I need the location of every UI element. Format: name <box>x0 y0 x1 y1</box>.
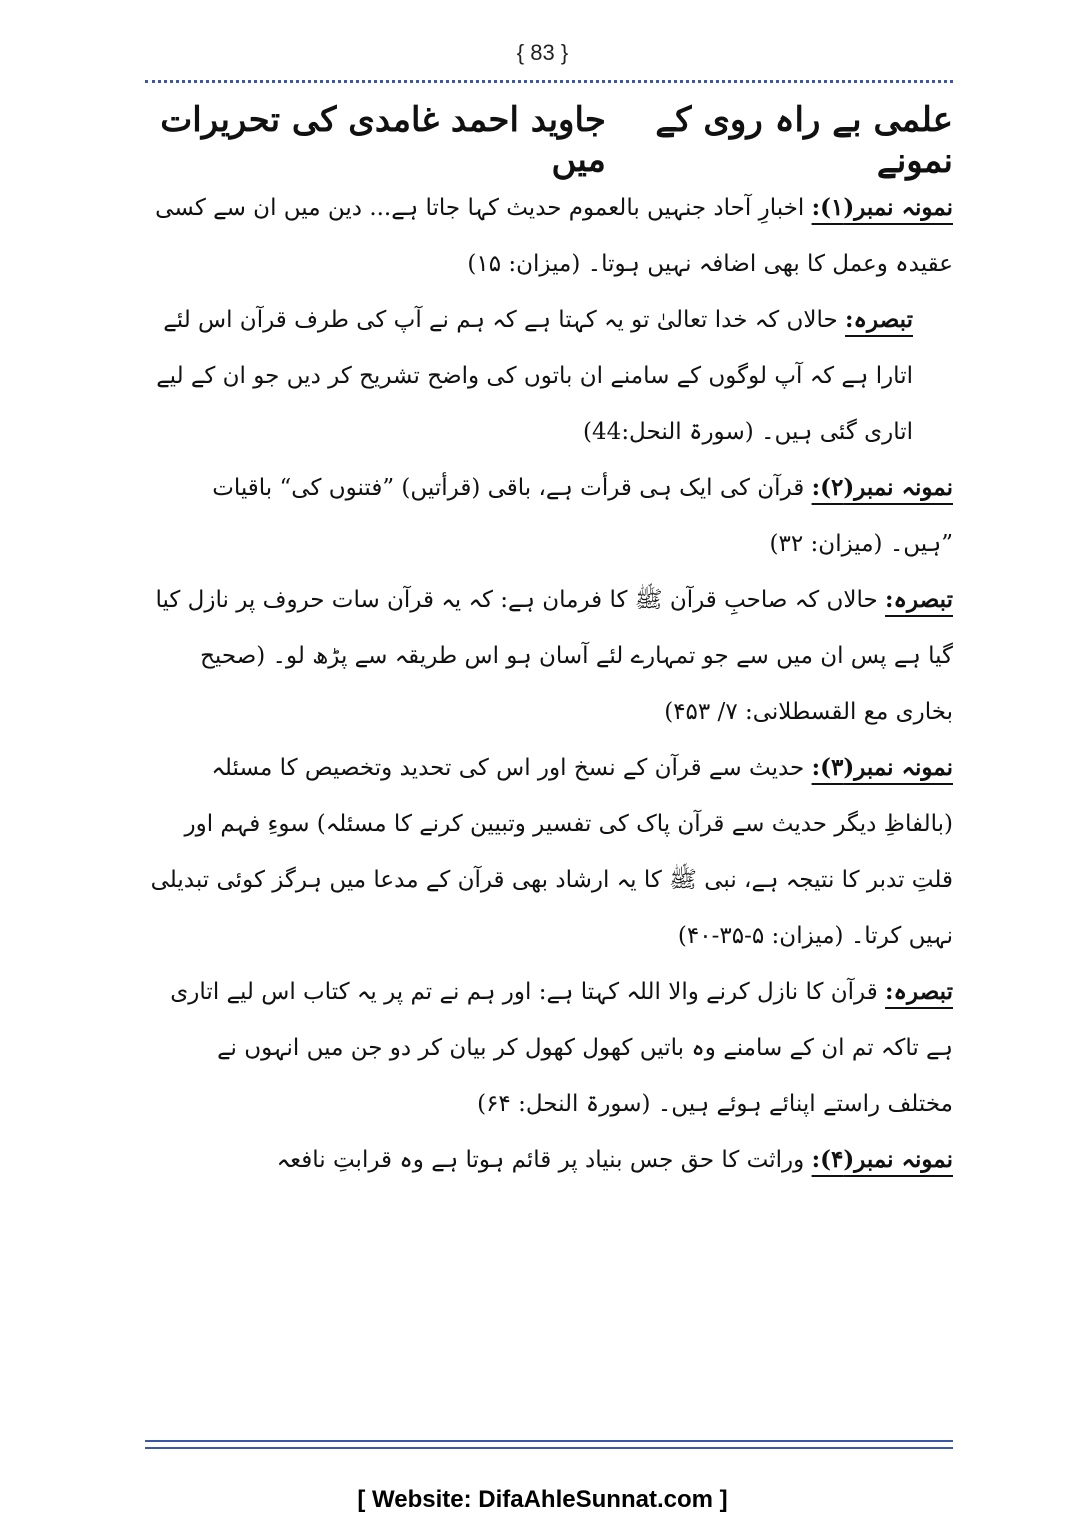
paragraph-example-4 <box>145 1132 953 1188</box>
bottom-double-rule <box>145 1440 953 1449</box>
paragraph-text: حدیث سے قرآن کے نسخ اور اس کی تحدید وتخصیص کا مسئلہ (بالفاظِ دیگر حدیث سے قرآن پاک کی تفسیر وتبیین کرنے کا مسئلہ) سوءِ فہم اور قلتِ تدبر کا نتیجہ ہے، نبی ﷺ کا یہ ارشاد بھی قرآن کے مدعا میں ہرگز کوئی تبدیلی نہیں کرتا۔ (میزان: ۵-۳۵-۴۰) <box>150 755 953 949</box>
paragraph-lead: تبصرہ: <box>885 978 953 1005</box>
paragraph-lead: نمونہ نمبر(۳): <box>811 754 953 781</box>
footer-website: [ Website: DifaAhleSunnat.com ] <box>357 1486 728 1513</box>
paragraph-text: حالاں کہ خدا تعالیٰ تو یہ کہتا ہے کہ ہم نے آپ کی طرف قرآن اس لئے اتارا ہے کہ آپ لوگوں کے سامنے ان باتوں کی واضح تشریح کر دیں جو ان کے لیے اتاری گئی ہیں۔ (سورۃ النحل:44) <box>156 307 913 445</box>
paragraph-comment-2 <box>145 572 953 740</box>
paragraph-text: وراثت کا حق جس بنیاد پر قائم ہوتا ہے وہ قرابتِ نافعہ <box>276 1147 812 1173</box>
paragraph-text: اخبارِ آحاد جنہیں بالعموم حدیث کہا جاتا ہے... دین میں ان سے کسی عقیدہ وعمل کا بھی اضافہ نہیں ہوتا۔ (میزان: ۱۵) <box>155 195 953 277</box>
title-right: علمی بے راہ روی کے نمونے <box>655 100 953 181</box>
paragraph-text: قرآن کی ایک ہی قرأت ہے، باقی (قرأتیں) ”فتنوں کی“ باقیات ”ہیں۔ (میزان: ۳۲) <box>212 475 953 557</box>
paragraph-text: قرآن کا نازل کرنے والا اللہ کہتا ہے: اور ہم نے تم پر یہ کتاب اس لیے اتاری ہے تاکہ تم ان کے سامنے وہ باتیں کھول کھول کر بیان کر دو جن میں انہوں نے مختلف راستے اپنائے ہوئے ہیں۔ (سورۃ النحل: ۶۴) <box>170 979 953 1117</box>
paragraph-text: حالاں کہ صاحبِ قرآن ﷺ کا فرمان ہے: کہ یہ قرآن سات حروف پر نازل کیا گیا ہے پس ان میں سے جو تمہارے لئے آسان ہو اس طریقہ سے پڑھ لو۔ (صحیح بخاری مع القسطلانی: ۷/ ۴۵۳) <box>155 587 953 725</box>
paragraph-lead: نمونہ نمبر(۴): <box>811 1146 953 1173</box>
paragraph-lead: نمونہ نمبر(۲): <box>811 474 953 501</box>
paragraph-example-1 <box>145 180 953 292</box>
paragraph-example-2 <box>145 460 953 572</box>
title-left: جاوید احمد غامدی کی تحریرات میں <box>160 100 606 180</box>
page-content <box>145 100 953 1188</box>
paragraph-lead: تبصرہ: <box>885 586 953 613</box>
paragraph-lead: نمونہ نمبر(۱): <box>811 194 953 221</box>
paragraph-comment-1 <box>145 292 953 460</box>
page-title <box>145 100 953 180</box>
paragraph-example-3 <box>145 740 953 964</box>
page-number: { 83 } <box>516 40 569 65</box>
paragraph-lead: تبصرہ: <box>845 306 913 333</box>
top-dotted-rule <box>145 80 953 83</box>
paragraph-comment-3 <box>145 964 953 1132</box>
